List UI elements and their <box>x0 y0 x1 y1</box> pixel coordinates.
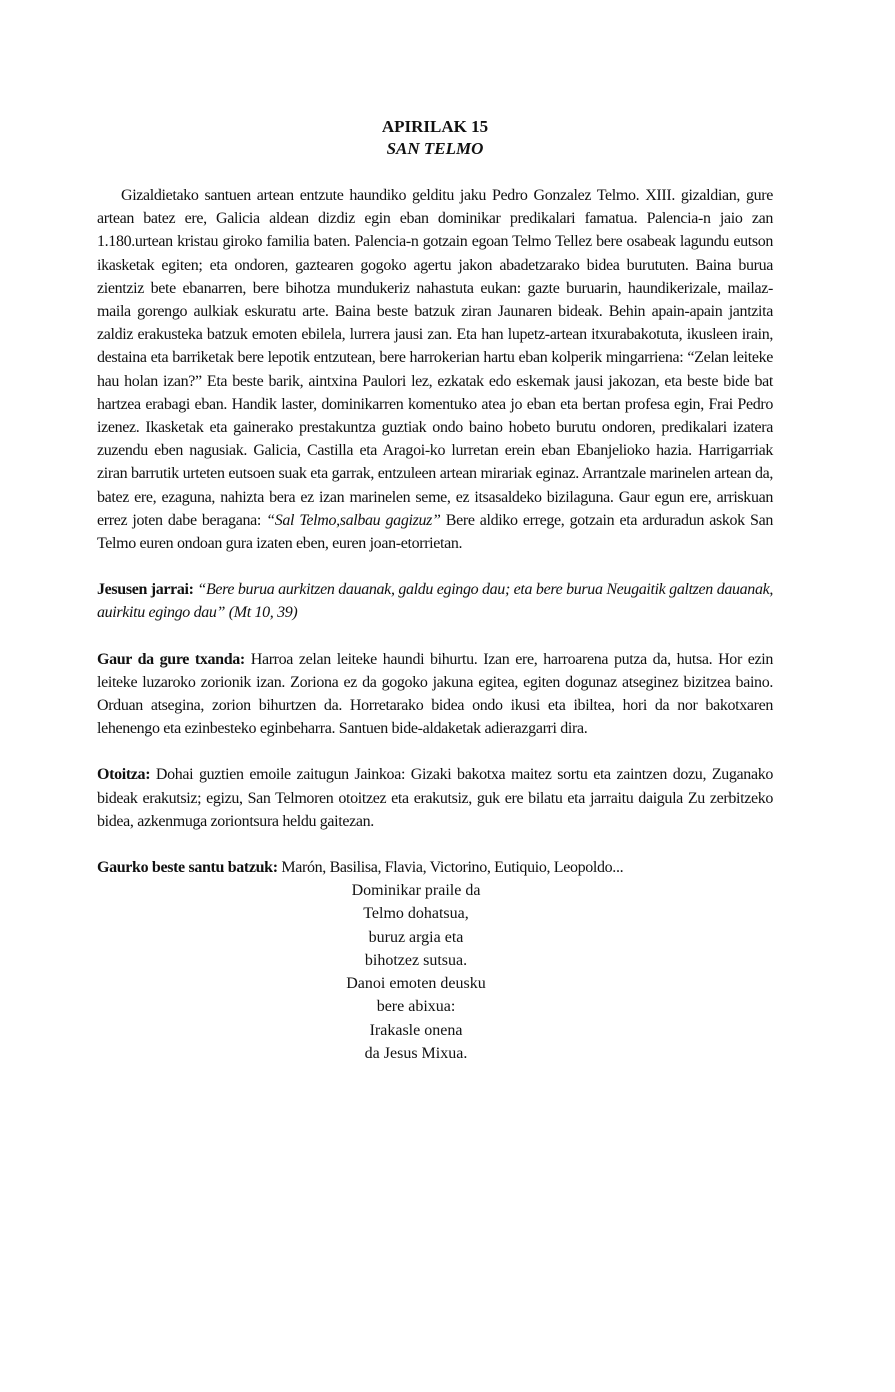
poem-line: Telmo dohatsua, <box>363 905 469 923</box>
poem-line: Danoi emoten deusku <box>346 975 486 993</box>
otoitza-label: Otoitza: <box>97 766 151 784</box>
jesusen-paragraph <box>97 578 773 624</box>
poem-line: buruz argia eta <box>368 928 464 946</box>
poem-line: Irakasle onena <box>369 1021 463 1039</box>
other-saints-label: Gaurko beste santu batzuk: <box>97 859 278 877</box>
poem-line: Dominikar praile da <box>351 882 481 900</box>
page-subtitle: SAN TELMO <box>386 139 484 158</box>
jesusen-quote: “Bere burua aurkitzen dauanak, galdu egingo dau; eta bere burua Neugaitik galtzen dauanak, auirkitu egingo dau” <box>97 581 773 622</box>
otoitza-text: Dohai guztien emoile zaitugun Jainkoa: Gizaki bakotxa maitez sortu eta zaintzen dozu, Zuganako bideak erakutsiz; egizu, San Telmoren otoitzez eta erakutsiz, guk ere bilatu eta jarraitu daigula Zu zerbitzeko bidea, azkenmuga zoriontsura heldu gaitezan. <box>97 766 773 830</box>
intro-text-1: Gizaldietako santuen artean entzute haundiko gelditu jaku Pedro Gonzalez Telmo. XIII. gizaldian, gure artean batez ere, Galicia aldean dizdiz egin eban dominikar predikalari famatua. Palencia-n jaio zan 1.180.urtean kristau giroko familia baten. Palencia-n gotzain egoan Telmo Tellez bere osabeak lagundu eutson ikasketak egiten; eta ondoren, gaztearen gogoko agertu jakon abadetzarako bidea burututen. Baina burua zientziz bete ebanarren, bere bihotza mundukeriz nahastuta eukan: gazte buruarin, haundikerizale, mailaz-maila gorengo aulkiak eskuratu arte. Baina beste batzuk ziran Jaunaren bideak. Behin apain-apain jantzita zaldiz erakusteka batzuk emoten ebilela, lurrera jausi zan. Eta han lupetz-artean itxurabakotuta, ikusleen irain, destaina eta barriketak bere lepotik entzutean, bere harrokerian hartu eban kolperik mingarriena: “Zelan leiteke hau holan izan?” Eta beste barik, aintxina Paulori lez, ezkatak edo eskemak jausi jakozan, eta beste bide bat hartzea erabagi eban. Handik laster, dominikarren komentuko atea jo eban eta bertan profesa egin, Frai Pedro izenez. Ikasketak eta gainerako prestakuntza guztiak ondo baino hobeto burutu ondoren, predikalari izatera zuzendu eben nagusiak. Galicia, Castilla eta Aragoi-ko lurretan erein eban Ebanjelioko hazia. Harrigarriak ziran barrutik urteten eutsoen suak eta garrak, entzuleen artean mirariak eginaz. Arrantzale marinelen artean da, batez ere, ezaguna, nahizta bera ez izan marinelen seme, ez itsasaldeko bizilaguna. Gaur egun ere, arriskuan errez joten dabe beragana: <box>97 187 773 529</box>
gaur-label: Gaur da gure txanda: <box>97 650 245 668</box>
gaur-text: Harroa zelan leiteke haundi bihurtu. Izan ere, harroarena putza da, hutsa. Hor ezin leiteke luzaroko zorionik izan. Zoriona ez da gogoko jakuna egitea, egiten dogunaz atseginez bizitzea baino. Orduan atsegina, zorion bihurtzen da. Horretarako bidea ondo ikusi eta ibiltea, hori da nor bakotxaren lehenengo eta ezinbesteko eginbeharra. Santuen bide-aldaketak adierazgarri dira. <box>97 650 774 738</box>
otoitza-paragraph <box>97 763 773 833</box>
intro-paragraph <box>97 184 773 555</box>
gaur-paragraph <box>97 648 773 741</box>
document-page <box>97 116 773 1065</box>
poem-line: bere abixua: <box>376 998 456 1016</box>
intro-quote: “Sal Telmo,salbau gagizuz” <box>266 511 441 529</box>
other-saints-paragraph <box>97 856 773 879</box>
page-title: APIRILAK 15 <box>381 117 489 136</box>
intro-text-2: Bere aldiko errege, gotzain eta arduradun askok San Telmo euren ondoan gura izaten eben, euren joan-etorrietan. <box>97 511 773 553</box>
poem <box>59 879 773 1065</box>
poem-line: da Jesus Mixua. <box>364 1044 468 1062</box>
jesusen-reference: (Mt 10, 39) <box>228 604 298 622</box>
other-saints-text: Marón, Basilisa, Flavia, Victorino, Eutiquio, Leopoldo... <box>281 859 624 877</box>
jesusen-label: Jesusen jarrai: <box>97 581 194 599</box>
poem-line: bihotzez sutsua. <box>364 951 468 969</box>
